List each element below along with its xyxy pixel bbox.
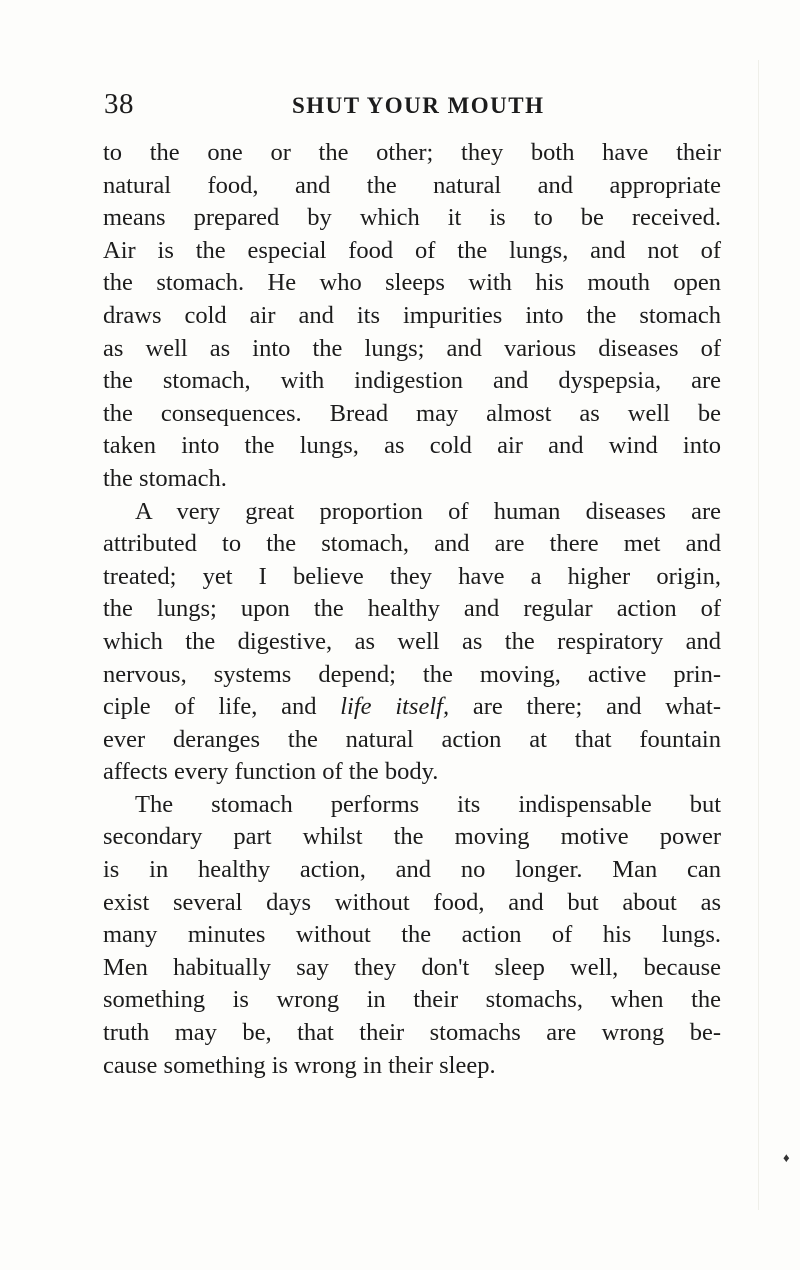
text-line: the stomach. He who sleeps with his mouth open (103, 269, 721, 297)
text-line: to the one or the other; they both have their (103, 139, 721, 166)
text-line: Men habitually say they don't sleep well, because (103, 953, 721, 981)
text-line: as well as into the lungs; and various diseases of (103, 334, 721, 362)
text-line: truth may be, that their stomachs are wrong be- (103, 1019, 721, 1047)
text-line-with-emphasis (103, 691, 721, 724)
text-line: treated; yet I believe they have a higher origin, (103, 562, 721, 590)
text-line: means prepared by which it is to be received. (103, 204, 721, 232)
text-line: A very great proportion of human diseases are (135, 497, 721, 525)
text-line: which the digestive, as well as the respiratory and (103, 627, 721, 655)
text-line: exist several days without food, and but about as (103, 888, 721, 916)
text-line: attributed to the stomach, and are there met and (103, 530, 721, 558)
running-head (104, 88, 716, 122)
emphasized-text: life itself, (340, 693, 450, 721)
text-line: is in healthy action, and no longer. Man can (103, 856, 721, 884)
page-number: 38 (104, 88, 134, 120)
body-text (103, 137, 721, 1082)
margin-mark: ♦ (783, 1150, 790, 1165)
text-line: the stomach, with indigestion and dyspepsia, are (103, 367, 721, 395)
text-line: something is wrong in their stomachs, when the (103, 986, 721, 1014)
text-segment: ciple of life, and (103, 693, 341, 721)
text-line: the stomach. (103, 464, 227, 492)
running-title: SHUT YOUR MOUTH (292, 93, 545, 118)
text-line: cause something is wrong in their sleep. (103, 1051, 496, 1079)
text-line: taken into the lungs, as cold air and wind into (103, 432, 721, 460)
text-line: natural food, and the natural and appropriate (103, 171, 721, 199)
text-line: ever deranges the natural action at that fountain (103, 725, 721, 753)
text-line: secondary part whilst the moving motive power (103, 823, 721, 851)
text-line: nervous, systems depend; the moving, active prin- (103, 660, 721, 688)
text-line: many minutes without the action of his lungs. (103, 921, 721, 949)
text-line: the consequences. Bread may almost as well be (103, 399, 721, 427)
text-line: Air is the especial food of the lungs, and not of (103, 236, 721, 264)
text-line: draws cold air and its impurities into the stomach (103, 301, 721, 329)
text-segment: are there; and what- (449, 693, 721, 721)
text-line: The stomach performs its indispensable but (135, 790, 721, 818)
page-gutter-shadow (758, 60, 759, 1210)
text-line: affects every function of the body. (103, 758, 439, 786)
text-line: the lungs; upon the healthy and regular action of (103, 595, 721, 623)
